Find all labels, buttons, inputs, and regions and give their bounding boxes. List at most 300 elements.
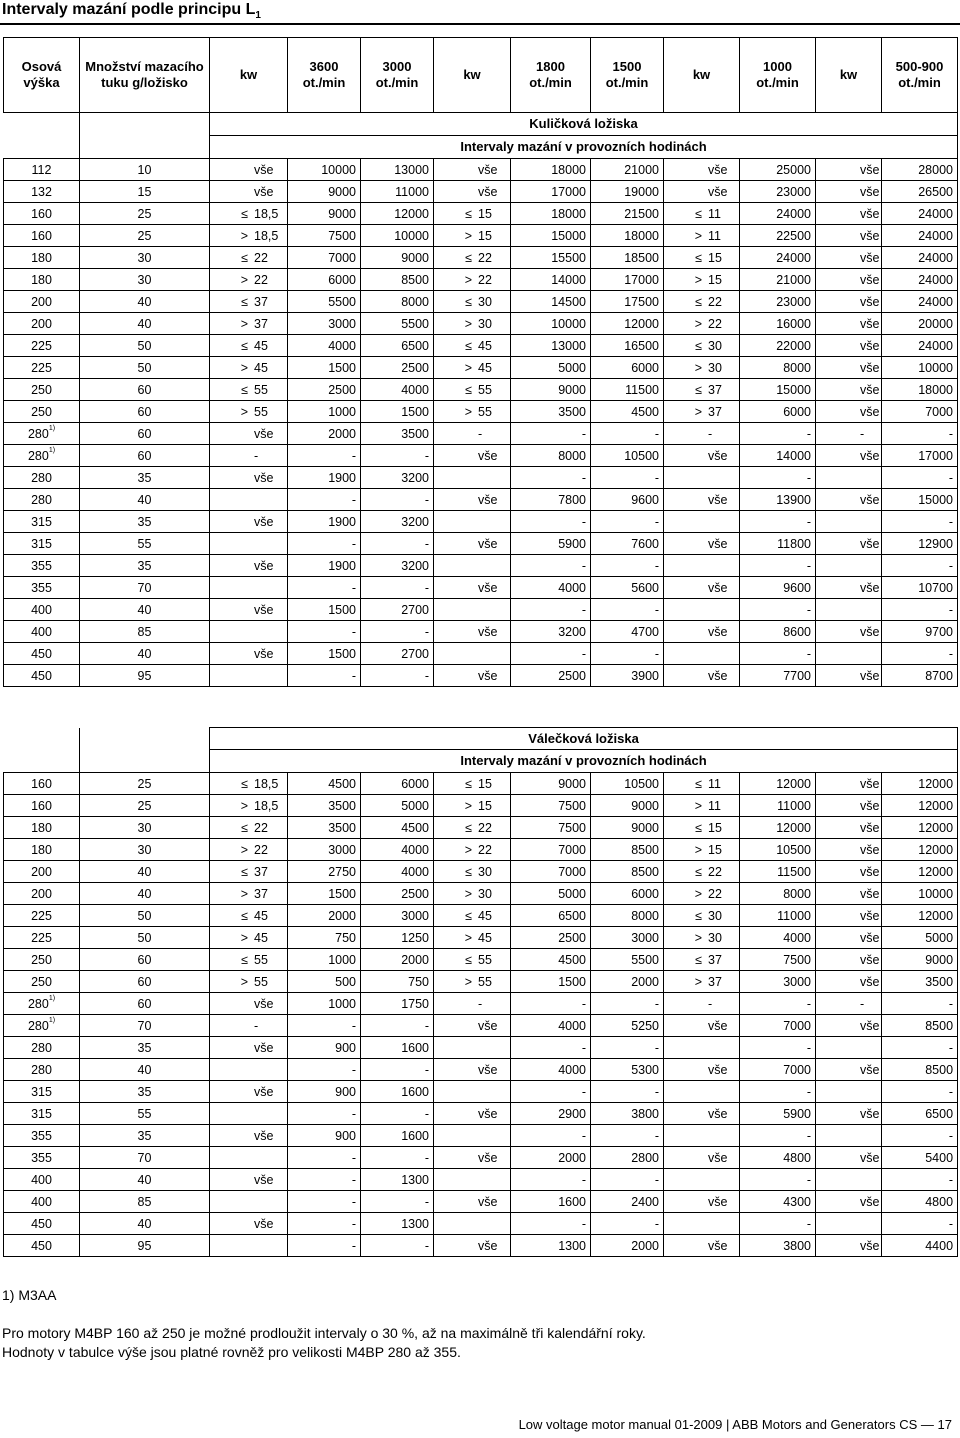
- cell-interval: 4800: [882, 1191, 958, 1213]
- cell-interval: 1500: [288, 883, 361, 905]
- cell-kw-value: vše: [708, 162, 728, 177]
- cell-interval: 6500: [511, 905, 591, 927]
- cell-kw-value: 30: [708, 360, 722, 375]
- table-row: [4, 291, 958, 313]
- cell-interval: 9000: [511, 379, 591, 401]
- cell-kw: [434, 401, 511, 423]
- cell-kw-value: vše: [708, 184, 728, 199]
- cell-grease: 35: [80, 555, 210, 577]
- cell-interval: 1900: [288, 511, 361, 533]
- cell-size: [4, 247, 80, 269]
- cell-kw: [434, 1213, 511, 1235]
- cell-interval: -: [882, 555, 958, 577]
- cell-interval: -: [511, 1169, 591, 1191]
- cell-kw-symbol: ≤: [241, 908, 248, 923]
- cell-grease: 40: [80, 883, 210, 905]
- cell-size-value: 315: [31, 1106, 52, 1121]
- cell-grease: 30: [80, 839, 210, 861]
- cell-interval: 9000: [511, 773, 591, 795]
- cell-interval: -: [511, 1037, 591, 1059]
- cell-kw-symbol: ≤: [695, 908, 702, 923]
- cell-interval: 13000: [511, 335, 591, 357]
- cell-kw-symbol: ≤: [695, 776, 702, 791]
- cell-kw: [434, 335, 511, 357]
- cell-kw: [816, 379, 882, 401]
- cell-kw: [664, 1037, 740, 1059]
- table-row: [4, 159, 958, 181]
- cell-size-value: 280: [27, 1018, 49, 1033]
- cell-interval: 13000: [361, 159, 434, 181]
- cell-kw: [664, 1015, 740, 1037]
- cell-kw-symbol: >: [694, 798, 702, 813]
- cell-interval: 10700: [882, 577, 958, 599]
- ball-interval-label: Intervaly mazání v provozních hodinách: [210, 136, 958, 159]
- cell-interval: 3900: [591, 665, 664, 687]
- cell-kw: [664, 467, 740, 489]
- cell-size: [4, 817, 80, 839]
- cell-interval: -: [740, 599, 816, 621]
- cell-kw-symbol: >: [240, 360, 248, 375]
- ball-section-label: Kuličková ložiska: [210, 113, 958, 136]
- cell-kw-value: 22: [478, 842, 492, 857]
- cell-interval: -: [882, 599, 958, 621]
- cell-kw-value: vše: [478, 668, 498, 683]
- cell-interval: 3200: [361, 467, 434, 489]
- col-kw-3: kw: [664, 38, 740, 113]
- cell-interval: 18000: [591, 225, 664, 247]
- cell-kw-value: vše: [860, 536, 880, 551]
- table-row: [4, 335, 958, 357]
- cell-size-value: 280: [31, 1040, 52, 1055]
- cell-kw-value: 55: [254, 974, 268, 989]
- cell-size-value: 400: [31, 1194, 52, 1209]
- cell-interval: 2000: [361, 949, 434, 971]
- cell-kw: [816, 269, 882, 291]
- cell-kw: [816, 883, 882, 905]
- cell-interval: 8000: [361, 291, 434, 313]
- cell-kw-value: vše: [860, 1062, 880, 1077]
- cell-kw-value: -: [254, 448, 259, 463]
- cell-interval: 4000: [288, 335, 361, 357]
- cell-kw: [434, 247, 511, 269]
- cell-interval: -: [591, 643, 664, 665]
- cell-kw: [816, 313, 882, 335]
- cell-kw-value: 15: [708, 842, 722, 857]
- cell-interval: 12000: [740, 773, 816, 795]
- cell-interval: 28000: [882, 159, 958, 181]
- cell-interval: -: [591, 1169, 664, 1191]
- cell-kw-symbol: >: [464, 974, 472, 989]
- col-osova: Osová výška: [4, 38, 80, 113]
- col-mnozstvi: Množství mazacího tuku g/ložisko: [80, 38, 210, 113]
- cell-kw: [664, 401, 740, 423]
- cell-kw-value: 22: [478, 820, 492, 835]
- cell-size-value: 280: [27, 448, 49, 463]
- cell-interval: 4700: [591, 621, 664, 643]
- footer-separator: |: [725, 1417, 730, 1432]
- cell-kw-value: vše: [860, 184, 880, 199]
- cell-interval: 900: [288, 1037, 361, 1059]
- cell-grease: 85: [80, 1191, 210, 1213]
- roller-interval-row: [4, 750, 958, 773]
- cell-interval: 3500: [882, 971, 958, 993]
- cell-kw-value: 30: [478, 316, 492, 331]
- cell-interval: 22000: [740, 335, 816, 357]
- cell-interval: 10500: [591, 773, 664, 795]
- cell-kw-value: vše: [860, 820, 880, 835]
- cell-interval: 24000: [882, 203, 958, 225]
- cell-interval: 10000: [882, 357, 958, 379]
- cell-kw-value: 45: [478, 360, 492, 375]
- cell-interval: 5500: [361, 313, 434, 335]
- cell-interval: -: [882, 643, 958, 665]
- cell-kw: [210, 1235, 288, 1257]
- cell-kw-value: vše: [254, 1216, 274, 1231]
- cell-interval: 10500: [591, 445, 664, 467]
- cell-interval: 7600: [591, 533, 664, 555]
- cell-kw: [434, 817, 511, 839]
- cell-interval: 9000: [591, 795, 664, 817]
- cell-interval: 6500: [361, 335, 434, 357]
- cell-grease: 95: [80, 1235, 210, 1257]
- cell-interval: 5900: [511, 533, 591, 555]
- table-row: [4, 533, 958, 555]
- cell-interval: 3200: [361, 555, 434, 577]
- cell-interval: 7000: [740, 1015, 816, 1037]
- cell-kw: [664, 511, 740, 533]
- cell-kw: [816, 1147, 882, 1169]
- cell-size-value: 280: [31, 1062, 52, 1077]
- cell-kw: [664, 665, 740, 687]
- cell-kw: [434, 927, 511, 949]
- table-row: [4, 883, 958, 905]
- cell-interval: 9700: [882, 621, 958, 643]
- cell-size: [4, 1213, 80, 1235]
- cell-kw-symbol: ≤: [465, 382, 472, 397]
- cell-grease: 95: [80, 665, 210, 687]
- cell-kw-value: 15: [708, 272, 722, 287]
- cell-grease: 40: [80, 489, 210, 511]
- cell-interval: 900: [288, 1125, 361, 1147]
- cell-interval: 17500: [591, 291, 664, 313]
- cell-size-value: 315: [31, 536, 52, 551]
- cell-size-footnote: 1): [48, 994, 56, 1002]
- cell-kw-symbol: >: [464, 798, 472, 813]
- cell-kw: [210, 1103, 288, 1125]
- cell-size: [4, 621, 80, 643]
- cell-interval: 21000: [591, 159, 664, 181]
- cell-size: [4, 269, 80, 291]
- cell-interval: 8000: [740, 357, 816, 379]
- cell-interval: 9000: [361, 247, 434, 269]
- cell-kw: [434, 533, 511, 555]
- cell-kw: [816, 643, 882, 665]
- cell-interval: 3200: [511, 621, 591, 643]
- cell-kw-value: vše: [860, 294, 880, 309]
- cell-interval: 11000: [740, 905, 816, 927]
- cell-size: [4, 993, 80, 1015]
- cell-interval: -: [288, 1147, 361, 1169]
- cell-kw: [210, 905, 288, 927]
- cell-kw: [816, 1235, 882, 1257]
- cell-kw-symbol: >: [694, 974, 702, 989]
- cell-kw: [664, 159, 740, 181]
- cell-size-value: 112: [31, 162, 52, 177]
- cell-kw: [434, 1015, 511, 1037]
- cell-interval: 5600: [591, 577, 664, 599]
- cell-interval: 5000: [511, 883, 591, 905]
- cell-kw: [434, 577, 511, 599]
- cell-kw: [434, 1147, 511, 1169]
- cell-kw-value: 37: [708, 952, 722, 967]
- cell-kw: [210, 971, 288, 993]
- cell-kw-value: 30: [478, 294, 492, 309]
- cell-kw: [434, 225, 511, 247]
- cell-kw-symbol: ≤: [241, 952, 248, 967]
- cell-kw-value: 22: [478, 250, 492, 265]
- cell-grease: 30: [80, 269, 210, 291]
- table-row: [4, 927, 958, 949]
- cell-kw-value: 22: [254, 842, 268, 857]
- cell-kw: [210, 861, 288, 883]
- cell-size-value: 280: [31, 470, 52, 485]
- cell-interval: 8000: [740, 883, 816, 905]
- cell-interval: -: [591, 599, 664, 621]
- cell-kw: [434, 773, 511, 795]
- cell-kw-value: vše: [708, 1062, 728, 1077]
- cell-interval: 10000: [511, 313, 591, 335]
- cell-interval: 5400: [882, 1147, 958, 1169]
- cell-kw-value: vše: [708, 580, 728, 595]
- cell-size-value: 400: [31, 1172, 52, 1187]
- cell-kw-value: vše: [254, 162, 274, 177]
- cell-grease: 40: [80, 1213, 210, 1235]
- cell-kw-value: vše: [478, 162, 498, 177]
- cell-kw-value: vše: [478, 184, 498, 199]
- cell-interval: -: [740, 1037, 816, 1059]
- cell-interval: 3800: [591, 1103, 664, 1125]
- cell-size-value: 160: [31, 776, 52, 791]
- cell-kw: [434, 357, 511, 379]
- cell-kw-value: vše: [478, 624, 498, 639]
- cell-kw: [816, 1015, 882, 1037]
- cell-interval: 3000: [361, 905, 434, 927]
- cell-size: [4, 665, 80, 687]
- cell-kw-value: 22: [254, 250, 268, 265]
- cell-kw-value: 22: [708, 886, 722, 901]
- cell-kw-value: 15: [478, 228, 492, 243]
- cell-kw: [210, 1213, 288, 1235]
- cell-size: [4, 533, 80, 555]
- cell-kw-symbol: >: [240, 272, 248, 287]
- cell-kw-symbol: ≤: [465, 952, 472, 967]
- cell-kw: [816, 599, 882, 621]
- cell-size-value: 250: [31, 952, 52, 967]
- cell-kw: [816, 445, 882, 467]
- cell-kw-symbol: ≤: [465, 776, 472, 791]
- cell-kw-symbol: >: [694, 886, 702, 901]
- cell-kw: [664, 489, 740, 511]
- table-row: [4, 817, 958, 839]
- table-row: [4, 773, 958, 795]
- cell-kw: [664, 1213, 740, 1235]
- cell-interval: 1500: [288, 643, 361, 665]
- cell-kw: [664, 1103, 740, 1125]
- cell-kw: [664, 927, 740, 949]
- footer-dash: —: [920, 1417, 934, 1432]
- cell-interval: 2700: [361, 643, 434, 665]
- cell-kw: [664, 445, 740, 467]
- cell-kw-symbol: ≤: [695, 820, 702, 835]
- cell-kw-symbol: ≤: [465, 206, 472, 221]
- cell-size-value: 200: [31, 886, 52, 901]
- cell-kw-symbol: >: [240, 930, 248, 945]
- cell-interval: 12000: [882, 839, 958, 861]
- cell-interval: 2000: [288, 905, 361, 927]
- cell-interval: 23000: [740, 181, 816, 203]
- cell-interval: 10000: [288, 159, 361, 181]
- cell-interval: 9000: [288, 203, 361, 225]
- cell-interval: -: [882, 1037, 958, 1059]
- cell-interval: -: [591, 993, 664, 1015]
- cell-interval: 12000: [882, 905, 958, 927]
- cell-size-value: 355: [31, 558, 52, 573]
- cell-kw: [434, 861, 511, 883]
- cell-kw: [210, 181, 288, 203]
- cell-kw-value: vše: [860, 580, 880, 595]
- cell-kw-symbol: ≤: [695, 864, 702, 879]
- cell-grease: 25: [80, 773, 210, 795]
- table-row: [4, 621, 958, 643]
- cell-size: [4, 225, 80, 247]
- cell-kw-value: vše: [860, 1018, 880, 1033]
- cell-size: [4, 861, 80, 883]
- cell-kw: [816, 181, 882, 203]
- cell-interval: 3000: [288, 313, 361, 335]
- cell-interval: 14000: [511, 269, 591, 291]
- cell-interval: -: [288, 621, 361, 643]
- cell-kw: [210, 335, 288, 357]
- cell-kw: [664, 817, 740, 839]
- cell-interval: 2400: [591, 1191, 664, 1213]
- cell-interval: 1900: [288, 467, 361, 489]
- cell-kw-symbol: ≤: [465, 338, 472, 353]
- cell-kw: [434, 665, 511, 687]
- cell-kw-value: vše: [860, 360, 880, 375]
- cell-kw: [664, 839, 740, 861]
- cell-interval: 12000: [591, 313, 664, 335]
- cell-grease: 40: [80, 1059, 210, 1081]
- cell-interval: 1300: [361, 1169, 434, 1191]
- cell-interval: 4000: [361, 861, 434, 883]
- cell-grease: 60: [80, 423, 210, 445]
- cell-interval: 21000: [740, 269, 816, 291]
- cell-interval: 5000: [882, 927, 958, 949]
- cell-interval: 17000: [882, 445, 958, 467]
- cell-interval: 11000: [740, 795, 816, 817]
- cell-kw-value: vše: [254, 184, 274, 199]
- table-row: [4, 795, 958, 817]
- cell-kw: [210, 423, 288, 445]
- cell-interval: -: [361, 533, 434, 555]
- table-row: [4, 379, 958, 401]
- table-row: [4, 1037, 958, 1059]
- cell-size-value: 180: [31, 250, 52, 265]
- cell-interval: 11000: [361, 181, 434, 203]
- cell-interval: 4000: [511, 1015, 591, 1037]
- cell-interval: 5900: [740, 1103, 816, 1125]
- cell-kw-value: vše: [860, 1106, 880, 1121]
- cell-interval: 20000: [882, 313, 958, 335]
- cell-interval: 750: [288, 927, 361, 949]
- cell-interval: -: [511, 1081, 591, 1103]
- cell-interval: 11500: [740, 861, 816, 883]
- cell-interval: 12000: [361, 203, 434, 225]
- cell-kw: [210, 643, 288, 665]
- cell-kw: [210, 357, 288, 379]
- cell-kw-value: vše: [860, 206, 880, 221]
- cell-kw-symbol: ≤: [695, 338, 702, 353]
- cell-grease: 10: [80, 159, 210, 181]
- footer-lang: CS: [899, 1417, 918, 1432]
- cell-interval: -: [511, 1125, 591, 1147]
- cell-interval: 24000: [740, 203, 816, 225]
- cell-kw: [664, 247, 740, 269]
- cell-kw-value: vše: [860, 228, 880, 243]
- cell-kw: [210, 949, 288, 971]
- cell-interval: -: [288, 1169, 361, 1191]
- cell-size-value: 355: [31, 1150, 52, 1165]
- cell-interval: 15000: [740, 379, 816, 401]
- cell-size: [4, 927, 80, 949]
- cell-kw: [210, 577, 288, 599]
- cell-kw: [210, 1037, 288, 1059]
- ball-section-row: [4, 113, 958, 136]
- cell-kw: [664, 577, 740, 599]
- cell-interval: 24000: [882, 335, 958, 357]
- cell-kw-value: 15: [708, 250, 722, 265]
- cell-size-value: 180: [31, 842, 52, 857]
- cell-kw: [210, 1081, 288, 1103]
- cell-kw-symbol: >: [694, 842, 702, 857]
- cell-kw-value: vše: [478, 1238, 498, 1253]
- cell-interval: 7500: [740, 949, 816, 971]
- cell-kw-symbol: >: [464, 842, 472, 857]
- cell-kw-value: vše: [860, 952, 880, 967]
- col-3600: 3600 ot./min: [288, 38, 361, 113]
- cell-size: [4, 1059, 80, 1081]
- roller-section-label: Válečková ložiska: [210, 728, 958, 750]
- cell-interval: 5500: [288, 291, 361, 313]
- cell-grease: 15: [80, 181, 210, 203]
- cell-size-footnote: 1): [48, 424, 56, 432]
- cell-interval: -: [511, 511, 591, 533]
- cell-size: [4, 423, 80, 445]
- cell-kw-value: vše: [254, 1084, 274, 1099]
- cell-kw-value: vše: [860, 668, 880, 683]
- table-row: [4, 949, 958, 971]
- cell-size: [4, 489, 80, 511]
- cell-interval: -: [740, 467, 816, 489]
- table-row: [4, 313, 958, 335]
- cell-kw: [434, 489, 511, 511]
- cell-interval: 14000: [740, 445, 816, 467]
- cell-interval: 7000: [288, 247, 361, 269]
- cell-kw-value: 45: [254, 930, 268, 945]
- table-row: [4, 971, 958, 993]
- cell-kw-value: 45: [254, 360, 268, 375]
- cell-kw-value: 30: [708, 908, 722, 923]
